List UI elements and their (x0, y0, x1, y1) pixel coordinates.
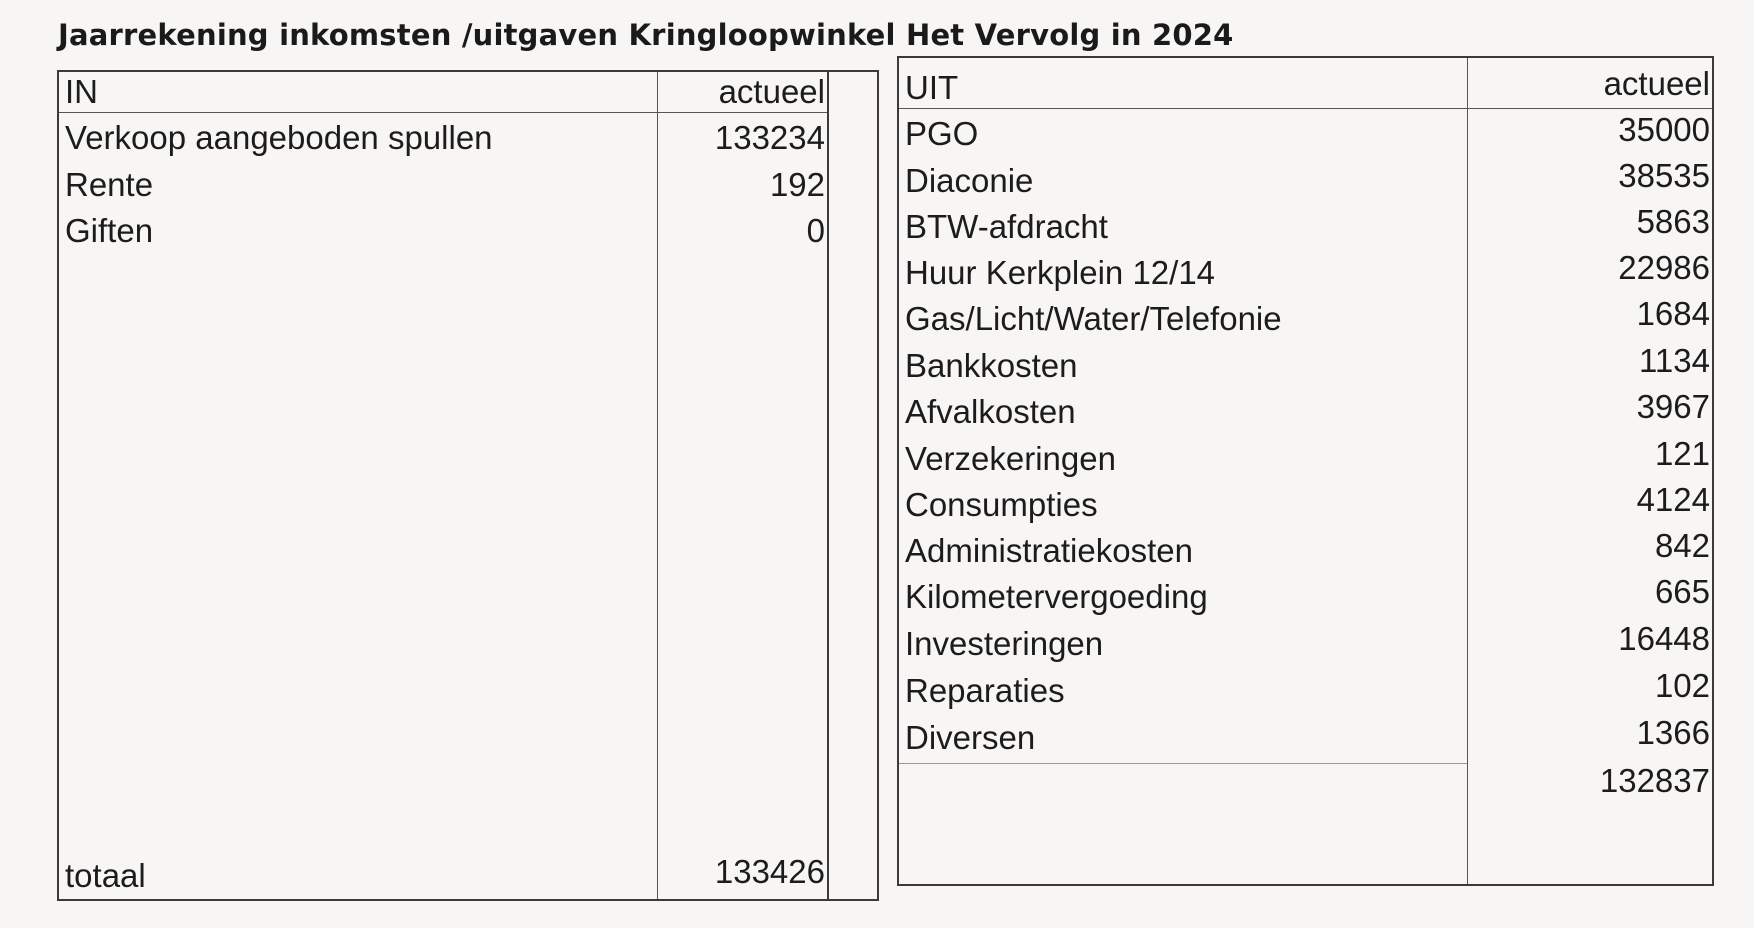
expense-row-value: 4124 (1636, 481, 1710, 518)
expense-row-value: 1366 (1636, 714, 1710, 751)
expense-row-label: Gas/Licht/Water/Telefonie (905, 300, 1282, 337)
expense-row-value: 665 (1654, 573, 1710, 610)
income-total-value: 133426 (714, 853, 825, 890)
income-table (57, 70, 829, 901)
expense-row-label: Administratiekosten (905, 532, 1193, 569)
expense-row-label: PGO (905, 115, 979, 152)
spacer-column (829, 70, 879, 901)
expense-table (897, 56, 1714, 886)
expense-row-label: Consumpties (905, 486, 1098, 523)
expense-row-label: Diversen (905, 719, 1036, 756)
expense-row-label: Reparaties (905, 672, 1065, 709)
expense-row-label: BTW-afdracht (905, 208, 1108, 245)
document-title: Jaarrekening inkomsten /uitgaven Kringloopwinkel Het Vervolg in 2024 (58, 18, 1234, 52)
expense-row-value: 16448 (1618, 620, 1710, 657)
expense-row-value: 121 (1654, 435, 1710, 472)
expense-row-value: 3967 (1636, 388, 1710, 425)
expense-row-value: 102 (1654, 667, 1710, 704)
expense-row-value: 1134 (1639, 342, 1710, 379)
expense-row-label: Verzekeringen (905, 440, 1116, 477)
income-row-value: 133234 (714, 119, 825, 156)
income-row-label: Verkoop aangeboden spullen (65, 119, 493, 156)
expense-total-value: 132837 (1599, 762, 1710, 799)
expense-row-label: Afvalkosten (905, 393, 1076, 430)
expense-header-divider (899, 108, 1712, 109)
income-header-label: IN (65, 73, 98, 110)
expense-row-label: Bankkosten (905, 347, 1078, 384)
expense-row-label: Huur Kerkplein 12/14 (905, 254, 1216, 291)
expense-row-value: 842 (1654, 527, 1710, 564)
income-row-value: 192 (769, 166, 825, 203)
expense-row-label: Kilometervergoeding (905, 578, 1208, 615)
expense-row-value: 22986 (1618, 249, 1710, 286)
expense-row-value: 35000 (1618, 111, 1710, 148)
expense-row-value: 5863 (1636, 203, 1710, 240)
income-total-label: totaal (65, 857, 146, 894)
income-header-divider (59, 112, 827, 113)
expense-row-value: 1684 (1636, 295, 1710, 332)
expense-row-label: Investeringen (905, 625, 1104, 662)
income-header-value: actueel (718, 73, 825, 110)
expense-row-label: Diaconie (905, 162, 1034, 199)
expense-total-divider (899, 763, 1467, 764)
expense-header-value: actueel (1603, 65, 1710, 102)
expense-row-value: 38535 (1618, 157, 1710, 194)
income-row-value: 0 (806, 212, 825, 249)
income-row-label: Giften (65, 212, 154, 249)
income-row-label: Rente (65, 166, 154, 203)
expense-header-label: UIT (905, 69, 959, 106)
